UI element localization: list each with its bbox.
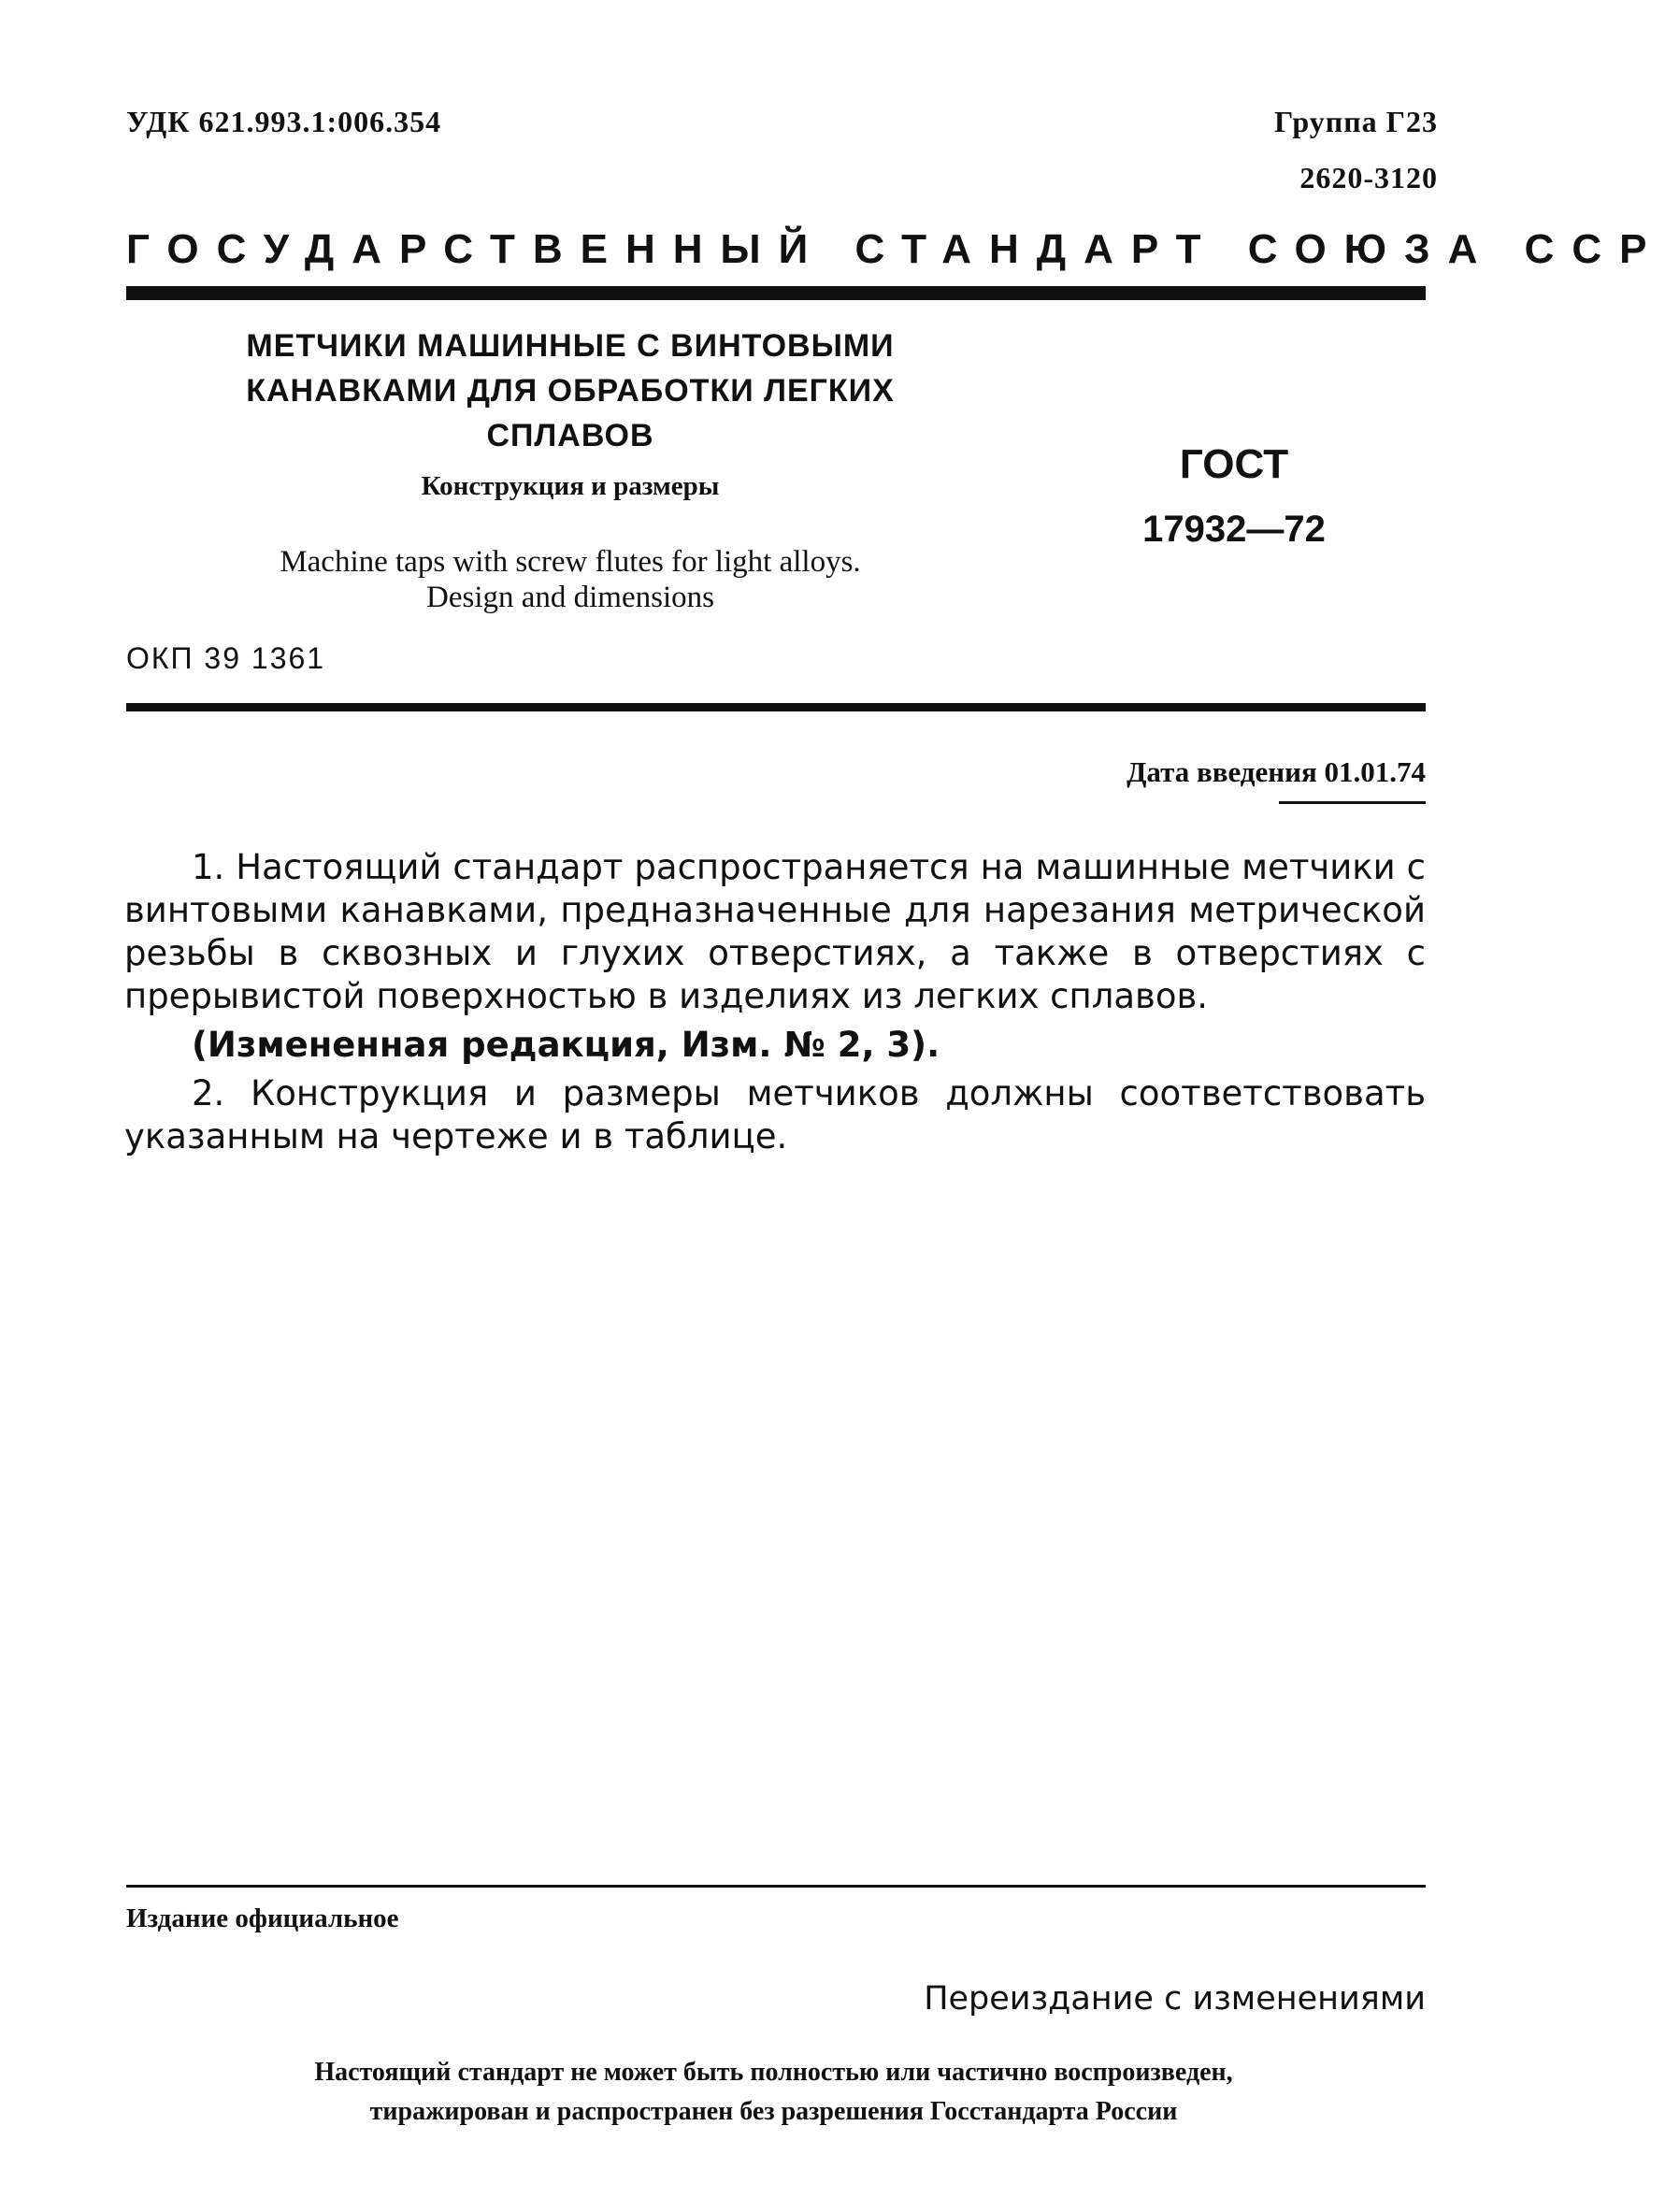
amendment-note: (Измененная редакция, Изм. № 2, 3). — [192, 1025, 940, 1065]
gost-label: ГОСТ — [1179, 441, 1289, 487]
footer-rule — [126, 1885, 1426, 1888]
document-subtitle: Конструкция и размеры — [421, 471, 720, 501]
title-line-3: СПЛАВОВ — [486, 418, 654, 453]
paragraph-1: 1. Настоящий стандарт распространяется на машинные метчики с винтовыми канавками, предназначенные для нарезания метрической резьбы в сквозных и глухих отверстиях, а также в отверстиях с прерывистой поверхностью в изделиях из легких сплавов. — [124, 847, 1426, 1016]
document-title — [159, 323, 982, 458]
title-line-1: МЕТЧИКИ МАШИННЫЕ С ВИНТОВЫМИ — [246, 328, 895, 364]
state-standard-title: ГОСУДАРСТВЕННЫЙ СТАНДАРТ СОЮЗА ССР — [126, 226, 1665, 272]
reissue-note: Переиздание с изменениями — [924, 1980, 1426, 2018]
english-title — [159, 544, 982, 615]
gost-number: 17932—72 — [1142, 509, 1326, 550]
header-rule — [126, 286, 1426, 300]
classification-code: 2620-3120 — [1299, 161, 1438, 194]
english-title-line-1: Machine taps with screw flutes for light alloys. — [280, 545, 861, 579]
copyright-line-1: Настоящий стандарт не может быть полностью или частично воспроизведен, — [314, 2058, 1233, 2087]
paragraph-2: 2. Конструкция и размеры метчиков должны соответствовать указанным на чертеже и в таблице. — [124, 1073, 1426, 1156]
body-text — [124, 846, 1426, 1158]
udc-code: УДК 621.993.1:006.354 — [126, 105, 442, 138]
divider-rule — [126, 703, 1426, 711]
english-title-line-2: Design and dimensions — [426, 581, 714, 614]
okp-code: ОКП 39 1361 — [126, 641, 326, 675]
date-underline — [1279, 801, 1426, 804]
copyright-line-2: тиражирован и распространен без разрешения Госстандарта России — [369, 2097, 1178, 2126]
group-code: Группа Г23 — [1274, 105, 1438, 138]
official-edition: Издание официальное — [126, 1903, 399, 1933]
introduction-date: Дата введения 01.01.74 — [1127, 755, 1426, 788]
copyright-notice — [117, 2053, 1430, 2132]
title-line-2: КАНАВКАМИ ДЛЯ ОБРАБОТКИ ЛЕГКИХ — [246, 373, 895, 409]
